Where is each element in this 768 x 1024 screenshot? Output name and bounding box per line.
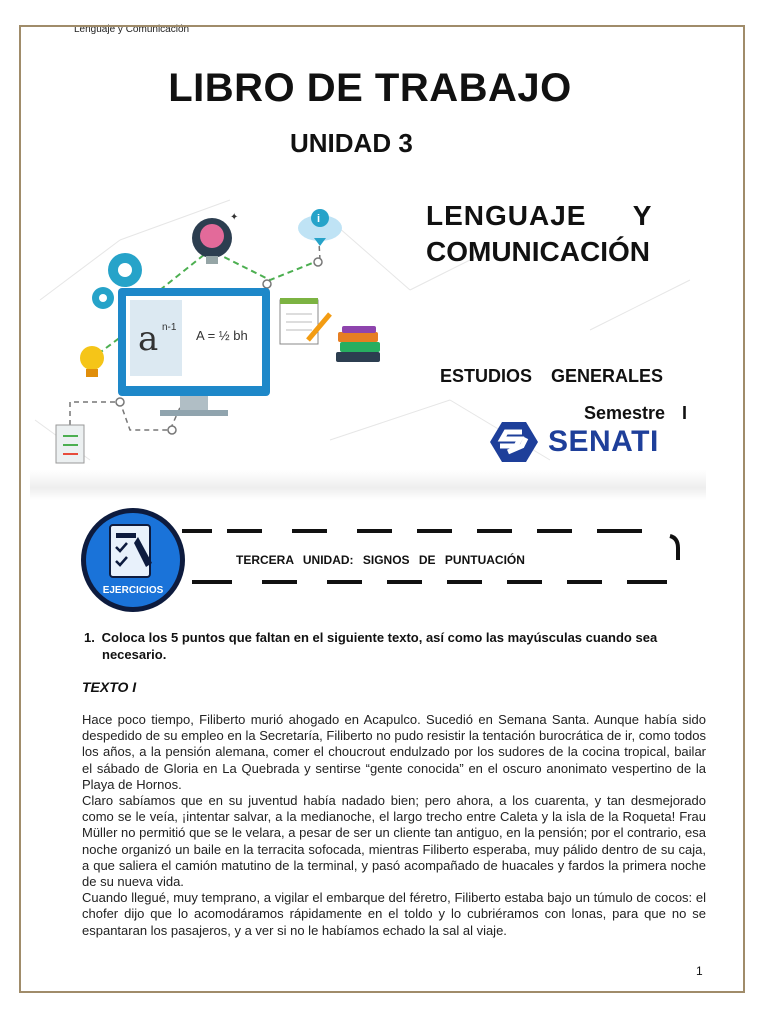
instruction-line-2: necesario. [102,647,167,662]
paragraph: Cuando llegué, muy temprano, a vigilar el embarque del féretro, Filiberto estaba bajo un túmulo de cocos: el chofer dijo que lo acomodáramos rápidamente en el toldo y lo cubriéramos con lonas, para que no se espantaran los pasajeros, y a ver si no le habíamos echado la sal al viaje. [82,890,706,938]
course-name [426,198,652,270]
svg-text:i: i [317,213,321,225]
svg-text:EJERCICIOS: EJERCICIOS [102,585,164,596]
exercise-number: 1. [84,630,95,645]
exercise-instruction [84,629,708,663]
svg-text:✦: ✦ [230,212,239,223]
page-title: LIBRO DE TRABAJO [168,66,572,110]
page-number: 1 [696,964,703,978]
course-line-1: LENGUAJE Y [426,200,653,231]
banner-shadow [30,470,706,500]
paragraph: Hace poco tiempo, Filiberto murió ahogado en Acapulco. Sucedió en Semana Santa. Aunque había sido despedido de su empleo en la Secretaría, Filiberto no pudo resistir la tentación burocrática de ir, como todos los años, a la pensión alemana, comer el choucrout endulzado por los sudores de la cocina tropical, bailar el sábado de Gloria en La Quebrada y sentirse “gente conocida” en el oscuro anonimato vespertino de la Playa de Hornos. [82,712,706,792]
svg-text:a: a [138,319,159,359]
unit-title: TERCERA UNIDAD: SIGNOS DE PUNTUACIÓN [236,553,525,567]
program-name: ESTUDIOS GENERALES [440,366,664,386]
course-line-2: COMUNICACIÓN [426,236,650,267]
info-cloud-icon [298,209,342,246]
svg-text:n-1: n-1 [162,322,177,333]
svg-text:A = ½ bh: A = ½ bh [196,328,248,343]
checklist-icon [56,425,84,463]
monitor-icon [118,288,270,416]
lightbulb-icon [80,346,104,377]
semester-label: Semestre I [584,403,688,423]
running-header: Lenguaje y Comunicación [74,24,190,35]
ejercicios-badge [80,507,186,613]
notepad-icon [280,298,330,344]
reading-text [82,712,706,939]
instruction-line-1: Coloca los 5 puntos que faltan en el siguiente texto, así como las mayúsculas cuando sea [101,630,658,645]
unit-subtitle: UNIDAD 3 [290,128,413,158]
brain-bulb-icon [192,212,238,264]
books-icon [336,326,380,362]
senati-logo [488,420,659,464]
text-title: TEXTO I [82,679,137,695]
senati-wordmark: SENATI [548,425,659,458]
senati-logo-icon [488,420,540,464]
paragraph: Claro sabíamos que en su juventud había nadado bien; pero ahora, a los cuarenta, y tan desmejorado como se le veía, ¡intentar salvar, a la medianoche, el largo trecho entre Caleta y la isla de la Roqueta! Frau Müller no permitió que se le velara, a pesar de ser un cliente tan antiguo, en la pensión; por el contrario, esa noche organizó un baile en la terracita sofocada, mientras Filiberto esperaba, muy pálido dentro de su caja, a que saliera el camión matutino de la terminal, y pasó acompañado de huacales y fardos la primera noche de su nueva vida. [82,793,706,890]
